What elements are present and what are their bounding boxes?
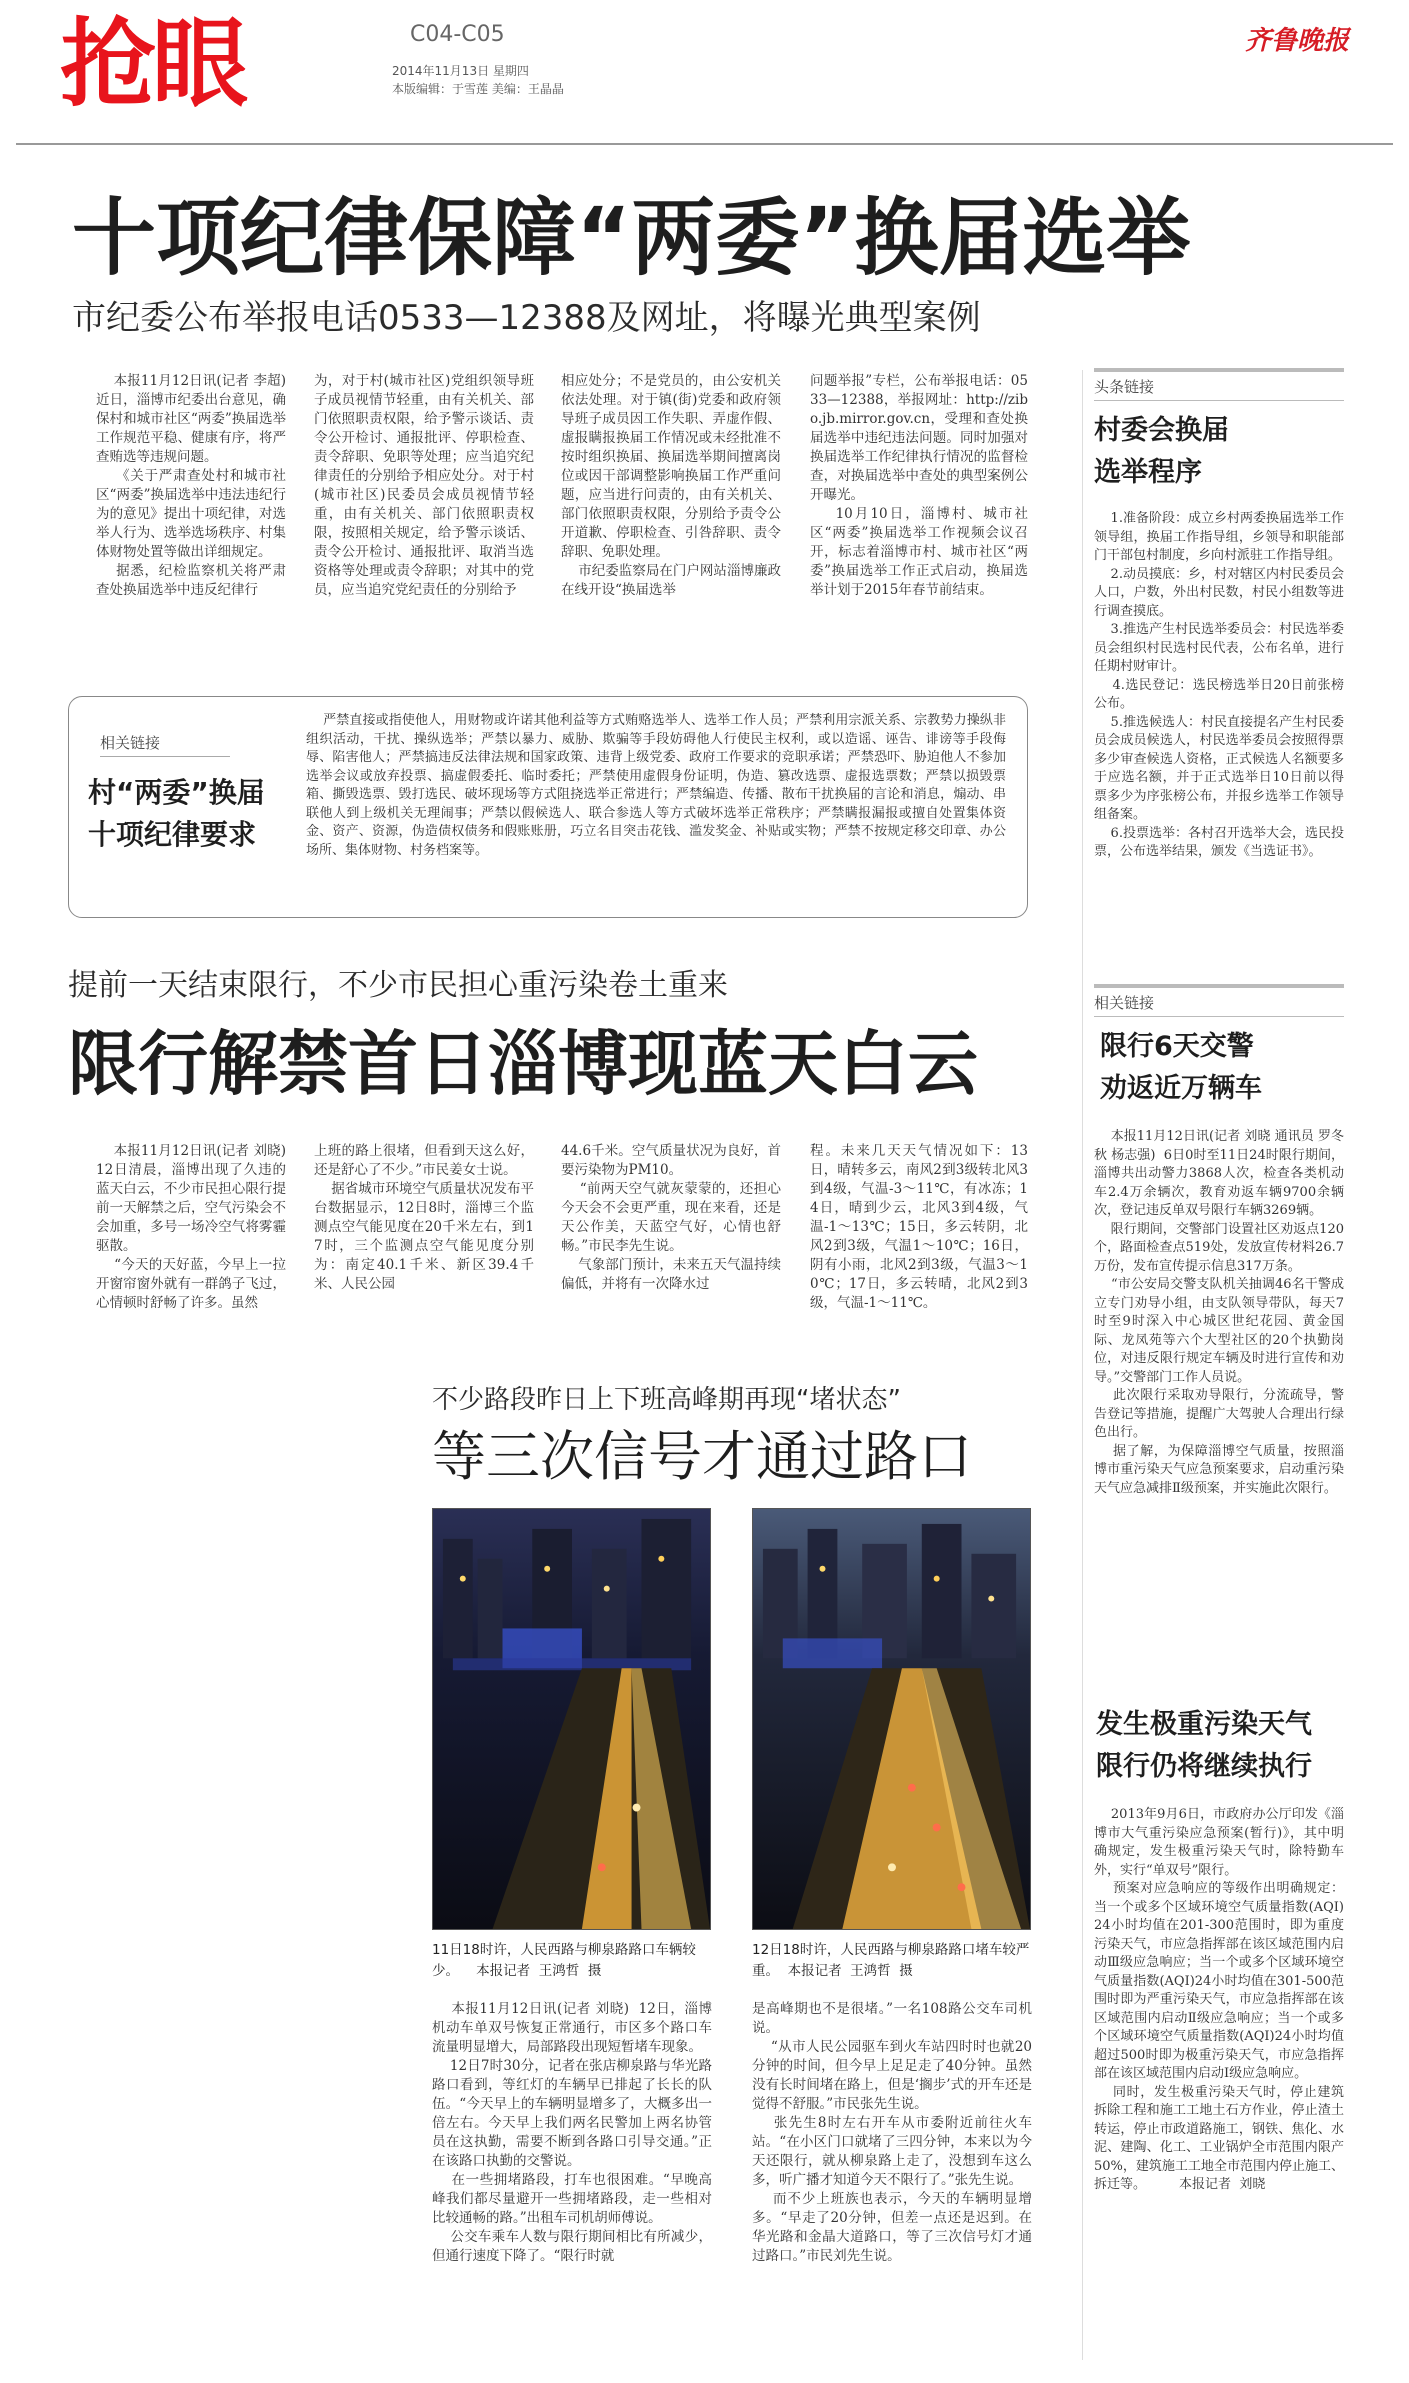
story1-subhead: 市纪委公布举报电话0533—12388及网址，将曝光典型案例 [72,298,981,338]
sidebar-section3-text: 2013年9月6日，市政府办公厅印发《淄博市大气重污染应急预案(暂行)》，其中明确规定，发生极重污染天气时，除特勤车外，实行“单双号”限行。 预案对应急响应的等级作出明确规定：当一个或多个区域环境空气质量指数(AQI)24小时均值在201-300范围时，即为重度污染天气，市应急指挥部在该区域范围内启动Ⅲ级应急响应；当一个或多个区域环境空气质量指数(AQI)24小时均值在301-500范围时即为严重污染天气，市应急指挥部在该区域范围内启动Ⅱ级应急响应；当一个或多个区域环境空气质量指数(AQI)24小时均值超过500时即为极重污染天气，市应急指挥部在该区域范围内启动Ⅰ级应急响应。 同时，发生极重污染天气时，停止建筑拆除工程和施工工地土石方作业，停止渣土转运，停止市政道路施工，钢铁、焦化、水泥、建陶、化工、工业锅炉全市范围内限产50%，建筑施工工地全市范围内停止施工、拆迁等。 本报记者 刘晓 [1094,1807,1344,2192]
related-box-title-1: 村“两委”换届 [88,776,265,809]
story3-headline: 等三次信号才通过路口 [432,1425,972,1488]
story1-column-2: 为，对于村(城市社区)党组织领导班子成员视情节轻重，由有关机关、部门依照职责权限，给予警示谈话、责令公开检讨、通报批评、停职检查、责令辞职、免职等处理；应当追究纪律责任的分别给予相应处分。对于村(城市社区)民委员会成员视情节轻重，由有关机关、部门依照职责权限，按照相关规定，给予警示谈话、责令公开检讨、通报批评、取消当选资格等处理或责令辞职；对其中的党员，应当追究党纪责任的分别给予 [314,373,534,598]
date-line: 2014年11月13日 星期四 [392,64,529,78]
editor-line: 本版编辑：于雪莲 美编：王晶晶 [392,82,564,96]
sidebar-section2-tag: 相关链接 [1094,984,1344,1017]
sidebar-section1-tag: 头条链接 [1094,368,1344,401]
story2-column-4: 程。未来几天天气情况如下：13日，晴转多云，南风2到3级转北风3到4级，气温-3～11℃，有冰冻；14日，晴到少云，北风3到4级，气温-1～13℃；15日，多云转阴，北风2到3级，气温1～10℃；16日，阴有小雨，北风2到3级，气温3～10℃；17日，多云转晴，北风2到3级，气温-1～11℃。 [810,1143,1028,1311]
sidebar-section1-title: 村委会换届 选举程序 [1094,415,1229,488]
related-box-title-2: 十项纪律要求 [88,818,257,851]
page-number: C04-C05 [410,22,505,47]
masthead-title: 抢眼 [60,8,244,120]
story2-column-3: 44.6千米。空气质量状况为良好，首要污染物为PM10。 “前两天空气就灰蒙蒙的，还担心今天会不会更严重，现在来看，还是天公作美，天蓝空气好，心情也舒畅。”市民李先生说。 气象部门预计，未来五天气温持续偏低，并将有一次降水过 [561,1143,782,1292]
night-traffic-photo-left [432,1508,711,1930]
story3-subhead: 不少路段昨日上下班高峰期再现“堵状态” [432,1385,901,1415]
story2-column-1: 本报11月12日讯(记者 刘晓) 12日清晨，淄博出现了久违的蓝天白云，不少市民担心限行提前一天解禁之后，空气污染会不会加重，多号一场冷空气将雾霾驱散。 “今天的天好蓝，今早上一拉开窗帘窗外就有一群鸽子飞过，心情顿时舒畅了许多。虽然 [96,1143,286,1311]
story3-column-1: 本报11月12日讯(记者 刘晓) 12日，淄博机动车单双号恢复正常通行，市区多个路口车流量明显增大，局部路段出现短暂堵车现象。 12日7时30分，记者在张店柳泉路与华光路路口看到，等红灯的车辆早已排起了长长的队伍。“今天早上的车辆明显增多了，大概多出一倍左右。今天早上我们两名民警加上两名协管员在这执勤，需要不断到各路口引导交通。”正在该路口执勤的交警说。 在一些拥堵路段，打车也很困难。“早晚高峰我们都尽量避开一些拥堵路段，走一些相对比较通畅的路。”出租车司机胡师傅说。 公交车乘车人数与限行期间相比有所减少，但通行速度下降了。“限行时就 [432,2001,713,2264]
story1-column-4: 问题举报”专栏，公布举报电话：0533—12388，举报网址：http://zibo.jb.mirror.gov.cn，受理和查处换届选举中违纪违法问题。同时加强对换届选举工作纪律执行情况的监督检查，对换届选举中查处的典型案例公开曝光。 10月10日，淄博村、城市社区“两委”换届选举工作视频会议召开，标志着淄博市村、城市社区“两委”换届选举工作正式启动，换届选举计划于2015年春节前结束。 [810,373,1028,598]
sidebar-section3-title: 发生极重污染天气 限行仍将继续执行 [1096,1709,1312,1782]
story1-column-3: 相应处分；不是党员的，由公安机关依法处理。对于镇(街)党委和政府领导班子成员因工作失职、弄虚作假、虚报瞒报换届工作情况或未经批准不按时组织换届、换届选举期间擅离岗位或因干部调整影响换届工作严重问题，应当进行问责的，由有关机关、部门依照职责权限，分别给予责令公开道歉、停职检查、引咎辞职、责令辞职、免职处理。 市纪委监察局在门户网站淄博廉政在线开设“换届选举 [561,373,782,598]
story1-headline: 十项纪律保障“两委”换届选举 [72,189,1191,287]
sidebar-section2-text: 本报11月12日讯(记者 刘晓 通讯员 罗冬秋 杨志强) 6日0时至11日24时限行期间，淄博共出动警力3868人次，检查各类机动车2.4万余辆次，教育劝返车辆9700余辆次，登记违反单双号限行车辆3269辆。 限行期间，交警部门设置社区劝返点120个，路面检查点519处，发放宣传材料26.7万份，发布宣传提示信息317万条。 “市公安局交警支队机关抽调46名干警成立专门劝导小组，由支队领导带队，每天7时至9时深入中心城区世纪花园、黄金国际、龙凤苑等六个大型社区的20个执勤岗位，对违反限行规定车辆及时进行宣传和劝导。”交警部门工作人员说。 此次限行采取劝导限行，分流疏导，警告登记等措施，提醒广大驾驶人合理出行绿色出行。 据了解，为保障淄博空气质量，按照淄博市重污染天气应急预案要求，启动重污染天气应急减排Ⅱ级预案，并实施此次限行。 [1094,1129,1344,1496]
header-divider [16,143,1393,145]
night-traffic-photo-right [752,1508,1031,1930]
story2-subhead: 提前一天结束限行，不少市民担心重污染卷土重来 [68,968,728,1003]
related-box-tag: 相关链接 [100,732,230,757]
story2-headline: 限行解禁首日淄博现蓝天白云 [68,1023,978,1105]
story2-column-2: 上班的路上很堵，但看到天这么好，还是舒心了不少。”市民姜女士说。 据省城市环境空气质量状况发布平台数据显示，12日8时，淄博三个监测点空气能见度在20千米左右，到17时，三个监测点空气能见度分别为：南定40.1千米、新区39.4千米、人民公园 [314,1143,535,1292]
sidebar-section2-title: 限行6天交警 劝返近万辆车 [1100,1031,1262,1104]
story1-column-1: 本报11月12日讯(记者 李超) 近日，淄博市纪委出台意见，确保村和城市社区“两委”换届选举工作规范平稳、健康有序，将严查贿选等违规问题。 《关于严肃查处村和城市社区“两委”换届选举中违法违纪行为的意见》提出十项纪律，对选举人行为、选举选场秩序、村集体财物处置等做出详细规定。 据悉，纪检监察机关将严肃查处换届选举中违反纪律行 [96,373,287,598]
sidebar-divider [1082,370,1083,2360]
related-box-text: 严禁直接或指使他人，用财物或许诺其他利益等方式贿赂选举人、选举工作人员；严禁利用宗派关系、宗教势力操纵非组织活动，干扰、操纵选举；严禁以暴力、威胁、欺骗等手段妨碍他人行使民主权利，或以造谣、诬告、诽谤等手段侮辱、陷害他人；严禁搞违反法律法规和国家政策、违背上级党委、政府工作要求的竞职承诺；严禁恐吓、胁迫他人不参加选举会议或放弃投票、搞虚假委托、临时委托；严禁使用虚假身份证明，伪造、篡改选票、虚报选票数；严禁以损毁票箱、撕毁选票、毁打选民、破坏现场等方式阻挠选举正常进行；严禁编造、传播、散布干扰换届的言论和消息，煽动、串联他人到上级机关无理闹事；严禁以假候选人、联合参选人等方式破坏选举正常秩序；严禁瞒报漏报或擅自处置集体资金、资产、资源，伪造债权债务和假账账册，巧立名目突击花钱、滥发奖金、补贴或实物；严禁不按规定移交印章、办公场所、集体财物、村务档案等。 [306,713,1006,858]
photo-caption-right: 12日18时许，人民西路与柳泉路路口堵车较严重。 本报记者 王鸿哲 摄 [752,1942,1030,1979]
photo-caption-left: 11日18时许，人民西路与柳泉路路口车辆较少。 本报记者 王鸿哲 摄 [432,1942,696,1979]
story3-column-2: 是高峰期也不是很堵。”一名108路公交车司机说。 “从市人民公园驱车到火车站四时时也就20分钟的时间，但今早上足足走了40分钟。虽然没有长时间堵在路上，但是‘搁步’式的开车还是觉得不舒服。”市民张先生说。 张先生8时左右开车从市委附近前往火车站。“在小区门口就堵了三四分钟，本来以为今天还限行，就从柳泉路上走了，没想到车这么多，听广播才知道今天不限行了。”张先生说。 而不少上班族也表示，今天的车辆明显增多。“早走了20分钟，但差一点还是迟到。在华光路和金晶大道路口，等了三次信号灯才通过路口。”市民刘先生说。 [752,2001,1033,2264]
sidebar-section1-text: 1.准备阶段：成立乡村两委换届选举工作领导组，换届工作指导组，乡领导和职能部门干部包村制度，乡向村派驻工作指导组。 2.动员摸底：乡，村对辖区内村民委员会人口，户数，外出村民数，村民小组数等进行调查摸底。 3.推选产生村民选举委员会：村民选举委员会组织村民选村民代表，公布名单，进行任期村财审计。 4.选民登记：选民榜选举日20日前张榜公布。 5.推选候选人：村民直接提名产生村民委员会成员候选人，村民选举委员会按照得票多少审查候选人资格，正式候选人名额要多于应选名额，并于正式选举日10日前以得票多少为序张榜公布，并报乡选举工作领导组备案。 6.投票选举：各村召开选举大会，选民投票，公布选举结果，颁发《当选证书》。 [1094,511,1345,859]
paper-logo: 齐鲁晚报 [1244,26,1349,56]
